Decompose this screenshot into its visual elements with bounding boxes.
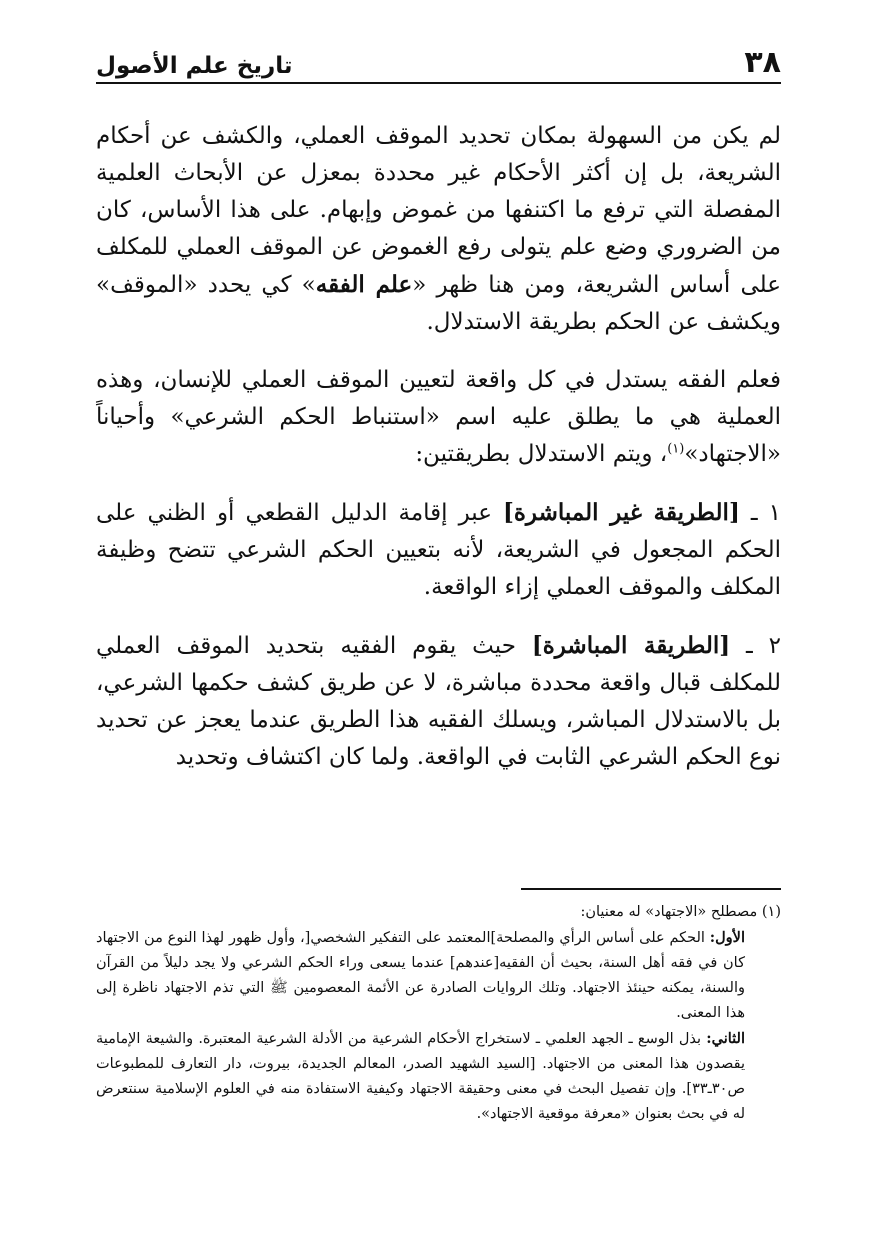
footnote-second-meaning: الثاني: بذل الوسع ـ الجهد العلمي ـ لاستخراج الأحكام الشرعية من الأدلة الشرعية المعتبرة. والشيعة الإمامية يقصدون هذا المعنى من الاجتهاد. [السيد الشهيد الصدر، المعالم الجديدة، بيروت، دار التعارف للمطبوعات ص٣٠ـ٣٣]. وإن تفصيل البحث في معنى وحقيقة الاجتهاد وكيفية الاستفادة منه في العلوم الإسلامية سنتعرض له في بحث بعنوان «معرفة موقعية الاجتهاد». xyxy=(96,1030,745,1122)
running-title: تاريخ علم الأصول xyxy=(96,53,293,79)
paragraph-1: لم يكن من السهولة بمكان تحديد الموقف العملي، والكشف عن أحكام الشريعة، بل إن أكثر الأحكام غير محددة بمعزل عن الأبحاث العلمية المفصلة التي ترفع ما اكتنفها من غموض وإبهام. على هذا الأساس، كان من الضروري وضع علم يتولى رفع الغموض عن الموقف العملي للمكلف على أساس الشريعة، ومن هنا ظهر «علم الفقه» كي يحدد «الموقف» ويكشف عن الحكم بطريقة الاستدلال. xyxy=(96,123,781,335)
paragraph-3-indirect-method: ١ ـ [الطريقة غير المباشرة] عبر إقامة الدليل القطعي أو الظني على الحكم المجعول في الشريعة، لأنه بتعيين الحكم الشرعي تتضح وظيفة المكلف والموقف العملي إزاء الواقعة. xyxy=(96,499,781,600)
footnote-intro: (١) مصطلح «الاجتهاد» له معنيان: xyxy=(580,904,781,920)
paragraph-2: فعلم الفقه يستدل في كل واقعة لتعيين الموقف العملي للإنسان، وهذه العملية هي ما يطلق عليه اسم «استنباط الحكم الشرعي» وأحياناً «الاجتهاد»$^{(١)}$، ويتم الاستدلال بطريقتين: xyxy=(96,367,781,467)
bold-term-fiqh: علم الفقه xyxy=(315,271,413,298)
footnotes xyxy=(96,900,781,1127)
footnote-first-meaning: الأول: الحكم على أساس الرأي والمصلحة]المعتمد على التفكير الشخصي[، وأول ظهور لهذا النوع من الاجتهاد كان في فقه أهل السنة، بحيث أن الفقيه[عندهم] عندما يسعى وراء الحكم الشرعي ولا يجد دليلاً من القرآن والسنة، يمكنه حينئذ الاجتهاد. وتلك الروايات الصادرة عن الأئمة المعصومين ﷺ التي تذم الاجتهاد ناظرة إلى هذا المعنى. xyxy=(96,929,745,1021)
page-header xyxy=(96,38,781,84)
bold-term-indirect: [الطريقة غير المباشرة] xyxy=(502,499,740,526)
page-number: ٣٨ xyxy=(744,45,781,80)
paragraph-4-direct-method: ٢ ـ [الطريقة المباشرة] حيث يقوم الفقيه بتحديد الموقف العملي للمكلف قبال واقعة محددة مباشرة، لا عن طريق كشف حكمها الشرعي، بل بالاستدلال المباشر، ويسلك الفقيه هذا الطريق عندما يعجز عن تحديد نوع الحكم الشرعي الثابت في الواقعة. ولما كان اكتشاف وتحديد xyxy=(96,632,781,770)
footnote-reference: (١) xyxy=(667,441,685,457)
bold-term-direct: [الطريقة المباشرة] xyxy=(531,632,731,659)
main-text xyxy=(96,118,781,797)
footnote-divider xyxy=(521,888,781,890)
